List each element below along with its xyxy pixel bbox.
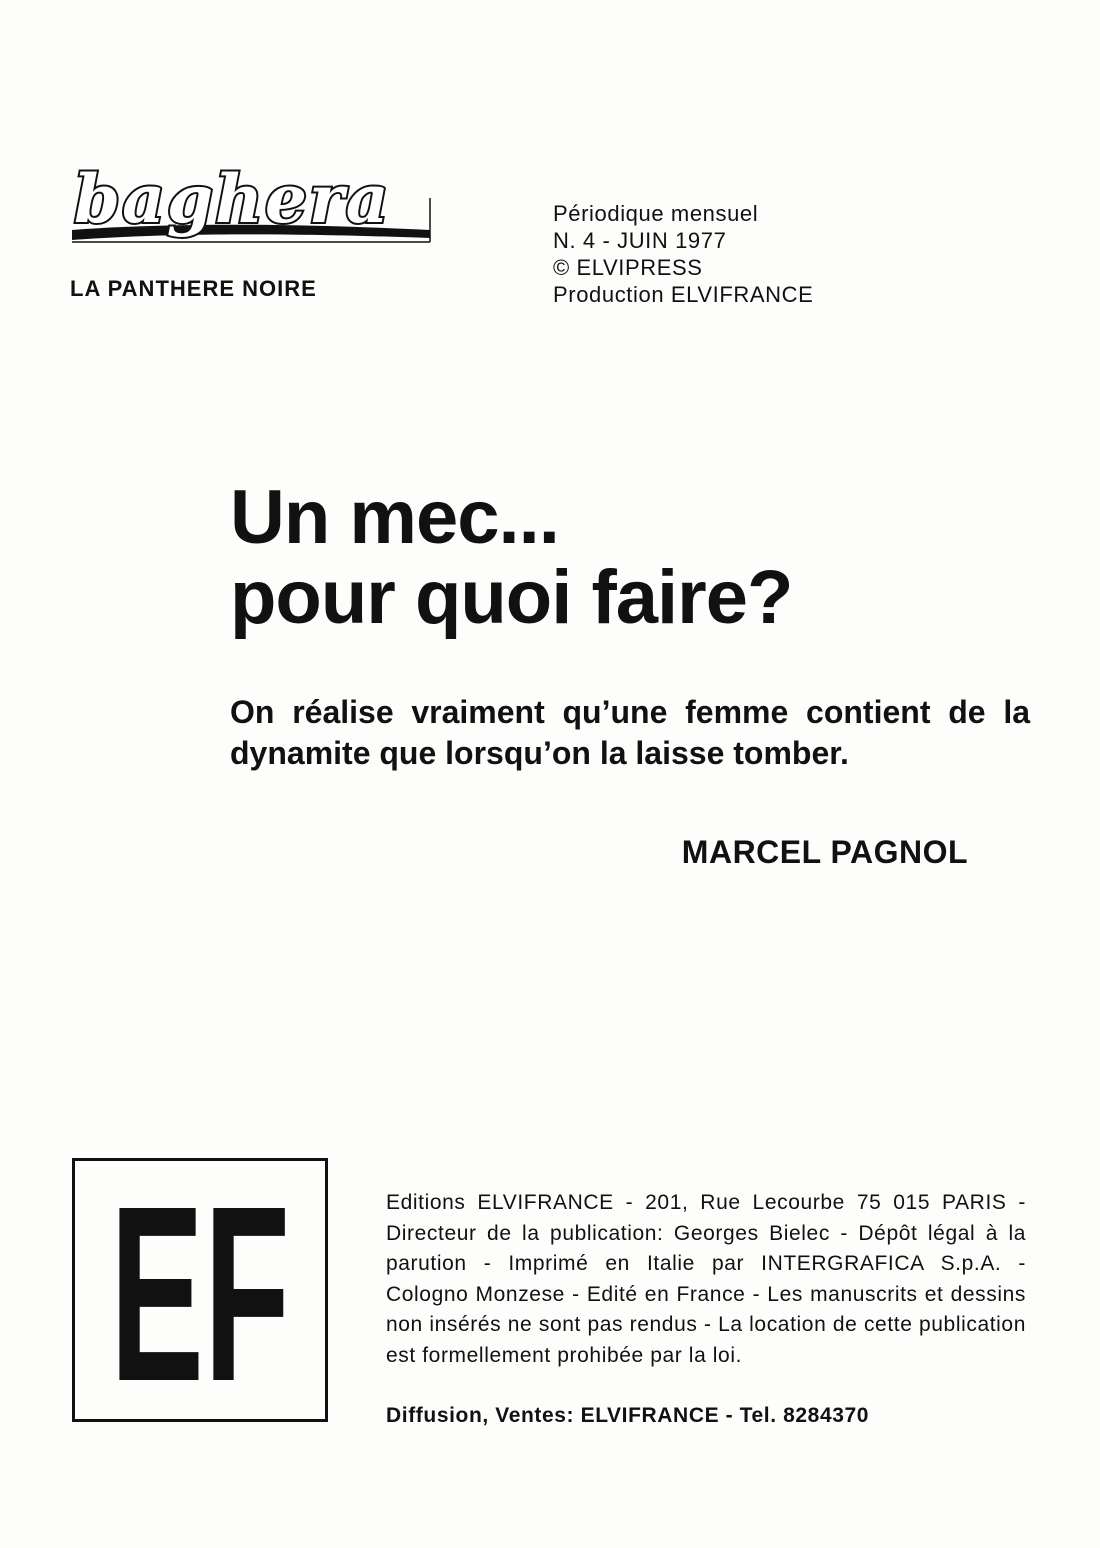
legal-notice: Editions ELVIFRANCE - 201, Rue Lecourbe 75 015 PARIS - Directeur de la publication: Georges Bielec - Dépôt légal à la parution - Imprimé en Italie par INTERGRAFICA S.p.A. - Cologno Monzese - Edité en France - Les manuscrits et dessins non insérés ne sont pas rendus - La location de cette publication est formellement prohibée par la loi. (386, 1191, 1026, 1367)
baghera-logo (64, 158, 434, 248)
headline-line: Un mec... (230, 475, 559, 560)
publisher-logo-letters: EF (110, 1154, 290, 1433)
pub-line: © ELVIPRESS (553, 255, 703, 280)
logo-wordmark: baghera (74, 160, 391, 238)
quote-text: On réalise vraiment qu’une femme contient de la dynamite que lorsqu’on la laisse tomber. (230, 694, 1030, 771)
pub-line: Production ELVIFRANCE (553, 282, 814, 307)
pub-line: N. 4 - JUIN 1977 (553, 228, 727, 253)
headline-line: pour quoi faire? (230, 555, 793, 640)
publication-info (553, 200, 813, 308)
diffusion-line: Diffusion, Ventes: ELVIFRANCE - Tel. 8284370 (386, 1404, 870, 1427)
baghera-logo-mark (64, 158, 434, 248)
publisher-logo-mark (100, 1154, 300, 1433)
logo-subtitle: LA PANTHERE NOIRE (70, 276, 317, 301)
publisher-logo-box (72, 1154, 328, 1433)
headline (230, 475, 793, 640)
pub-line: Périodique mensuel (553, 201, 759, 226)
quote-author: MARCEL PAGNOL (681, 834, 968, 870)
